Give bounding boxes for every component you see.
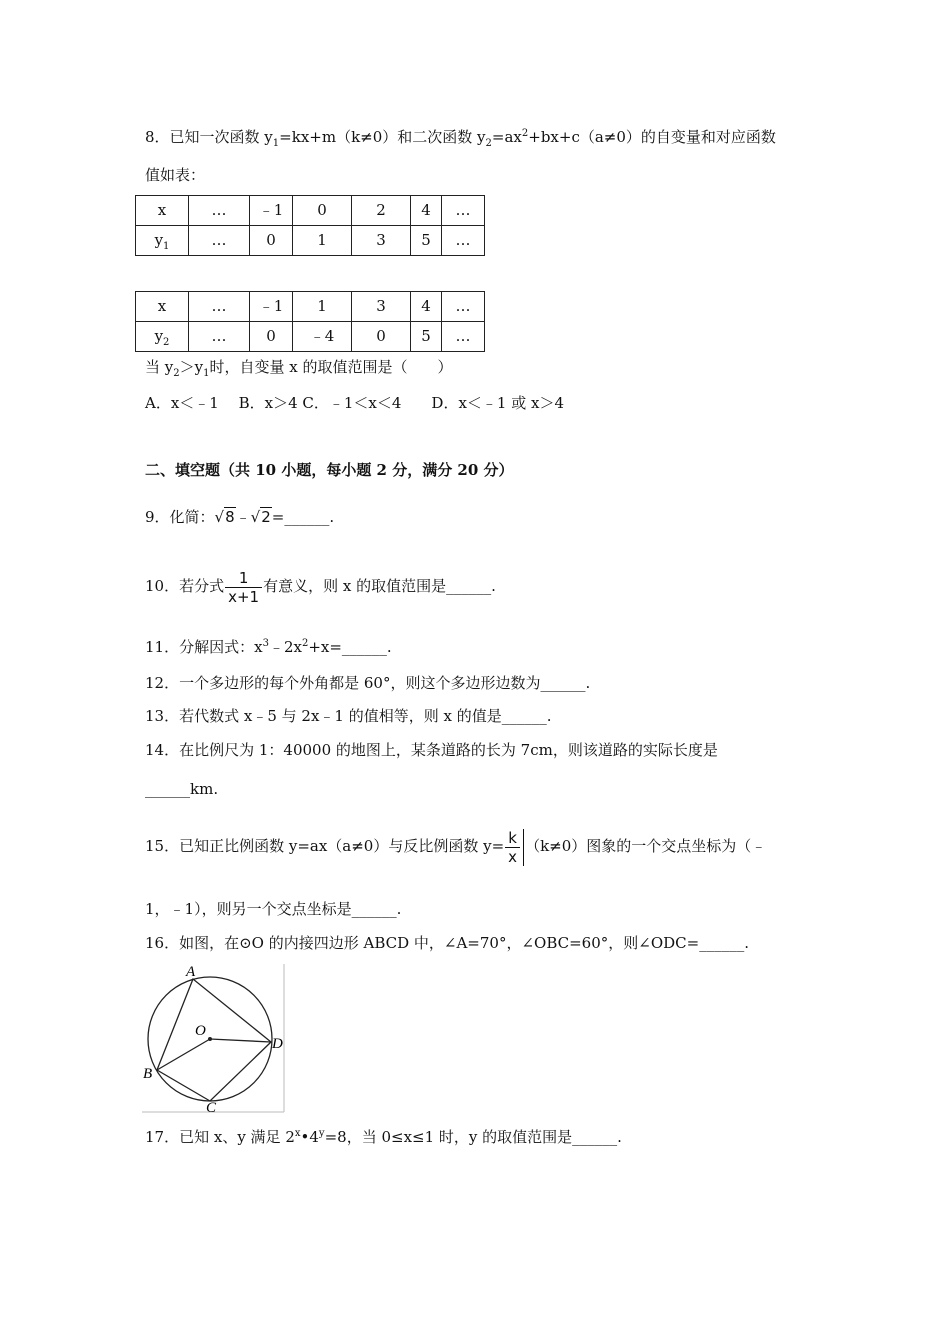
q8-condition: 当 $y_2>y_1$时，自变量 x 的取值范围是（ ） bbox=[145, 358, 453, 379]
fraction: $\frac{1}{x+1}$ bbox=[225, 569, 262, 606]
value-table-y2 bbox=[135, 291, 485, 352]
circle-figure bbox=[140, 962, 286, 1114]
q14-line1: 14．在比例尺为 1：40000 的地图上，某条道路的长为 7cm，则该道路的实际长度是 bbox=[145, 741, 718, 759]
q8-stem-line1: 8．已知一次函数 $y_1=kx+m(k\ne 0)$和二次函数 $y_2=ax^2+bx+c(a\ne 0)$的自变量和对应函数 bbox=[145, 128, 776, 149]
center-point bbox=[208, 1037, 212, 1041]
q8-options: A．x＜﹣1 B．x＞4 C．﹣1＜x＜4 D．x＜﹣1 或 x＞4 bbox=[145, 394, 564, 412]
q13: 13．若代数式 x﹣5 与 2x﹣1 的值相等，则 x 的值是______. bbox=[145, 707, 552, 725]
table-row: x … ﹣1 0 2 4 … bbox=[136, 196, 485, 226]
q15-line2: 1，﹣1），则另一个交点坐标是______. bbox=[145, 900, 402, 918]
q15-line1: 15．已知正比例函数 y=ax（a≠0）与反比例函数 y= $\frac{k}{x}$ （k≠0）图象的一个交点坐标为（﹣ bbox=[145, 828, 767, 866]
sqrt-8: √8 bbox=[214, 508, 235, 526]
fraction: $\frac{k}{x}$ bbox=[505, 829, 524, 866]
segment-ob bbox=[157, 1039, 210, 1070]
label-o: O bbox=[195, 1023, 206, 1039]
section-title: 二、填空题（共 10 小题，每小题 2 分，满分 20 分） bbox=[145, 461, 514, 479]
q10: 10．若分式 $\frac{1}{x+1}$ 有意义，则 x 的取值范围是______. bbox=[145, 568, 496, 606]
label-a: A bbox=[186, 964, 196, 980]
q16: 16．如图，在⊙O 的内接四边形 ABCD 中，∠A=70°，∠OBC=60°，则∠ODC=______. bbox=[145, 934, 749, 952]
q9: 9．化简：√8﹣√2=______. bbox=[145, 508, 335, 526]
segment-od bbox=[210, 1039, 271, 1042]
sqrt-2: √2 bbox=[250, 508, 271, 526]
q12: 12．一个多边形的每个外角都是 60°，则这个多边形边数为______. bbox=[145, 674, 591, 692]
label-d: D bbox=[272, 1036, 283, 1052]
q17: 17．已知 x、y 满足 $2^x•4^y=8$，当 0≤x≤1 时，y 的取值范围是______. bbox=[145, 1128, 622, 1146]
table-row: $y_2$ … 0 ﹣4 0 5 … bbox=[136, 322, 485, 352]
table-row: $y_1$ … 0 1 3 5 … bbox=[136, 226, 485, 256]
table-row: x … ﹣1 1 3 4 … bbox=[136, 292, 485, 322]
q8-stem-line2: 值如表： bbox=[145, 166, 206, 184]
label-c: C bbox=[206, 1100, 217, 1114]
label-b: B bbox=[143, 1066, 153, 1082]
q11: 11．分解因式：$x^3﹣2x^2+x=\_\_\_\_\_\_$. bbox=[145, 638, 392, 656]
q14-line2: ______km. bbox=[145, 780, 219, 798]
value-table-y1 bbox=[135, 195, 485, 256]
